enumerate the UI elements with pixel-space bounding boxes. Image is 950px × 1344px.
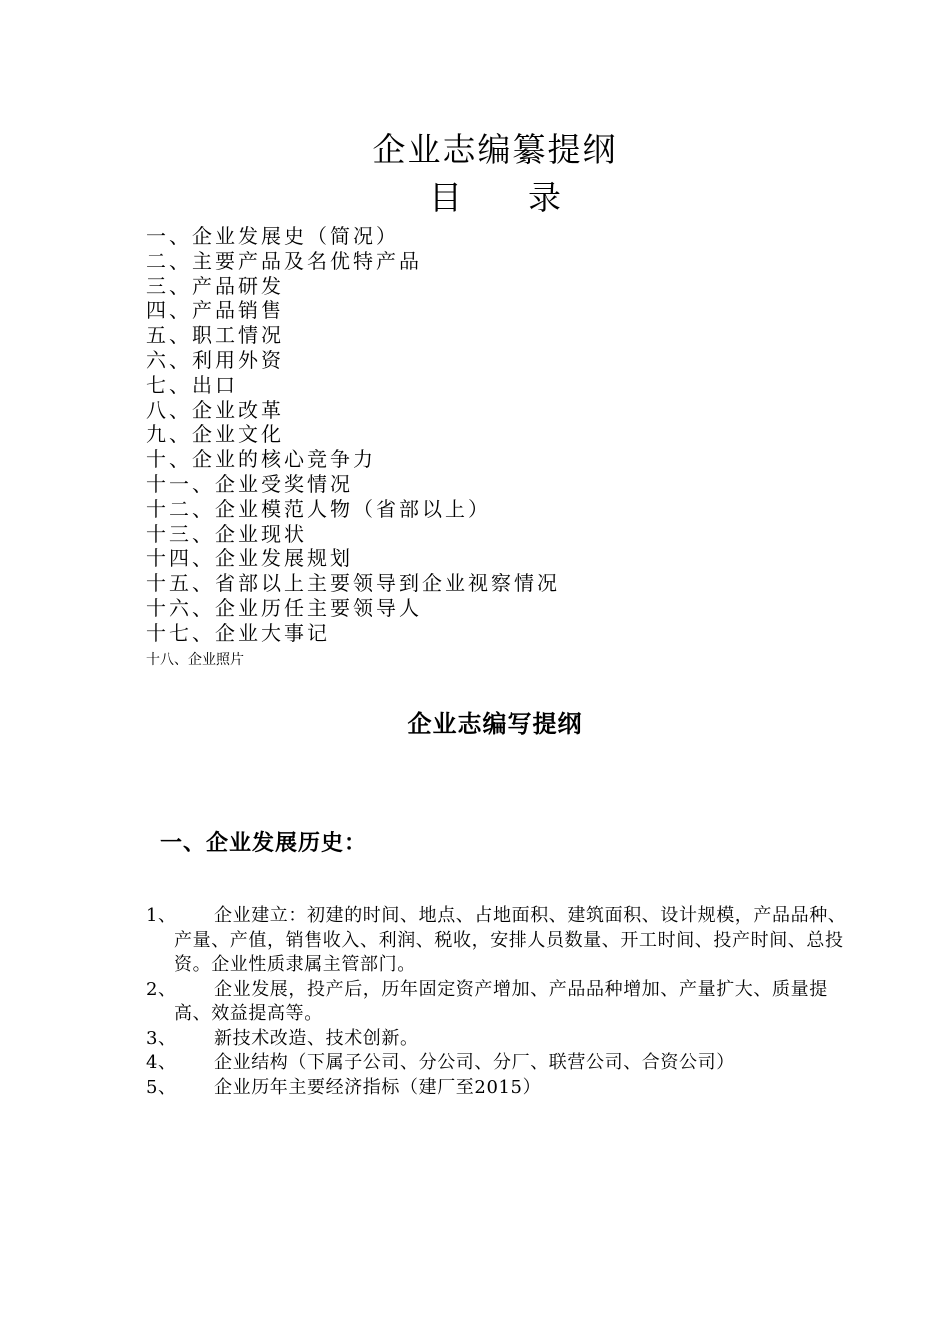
outline-item [146, 1027, 856, 1052]
item-text: 企业发展，投产后，历年固定资产增加、产品品种增加、产量扩大、质量提高、效益提高等。 [174, 978, 828, 1024]
outline-item [146, 978, 856, 1027]
section-heading: 一、企业发展历史： [160, 830, 368, 856]
toc-item: 八、企业改革 [146, 397, 284, 422]
item-number: 2、 [146, 978, 177, 1000]
item-number: 3、 [146, 1027, 177, 1049]
toc-title [0, 176, 950, 220]
toc-item: 一、企业发展史（简况） [146, 224, 399, 248]
toc-item: 四、产品销售 [146, 298, 284, 323]
toc-item: 十、企业的核心竞争力 [146, 447, 376, 472]
toc-item: 六、利用外资 [146, 347, 284, 372]
item-number: 1、 [146, 905, 177, 926]
toc-item-last: 十八、企业照片 [146, 652, 244, 668]
item-number: 5、 [146, 1076, 177, 1098]
toc-item: 三、产品研发 [146, 273, 284, 298]
toc-list [146, 224, 560, 646]
toc-item: 十六、企业历任主要领导人 [146, 595, 422, 620]
toc-item: 十七、企业大事记 [146, 620, 330, 645]
toc-item: 二、主要产品及名优特产品 [146, 248, 422, 273]
toc-item: 十五、省部以上主要领导到企业视察情况 [146, 571, 560, 596]
toc-item: 十二、企业模范人物（省部以上） [146, 496, 491, 521]
outline-item [146, 904, 856, 978]
item-number: 4、 [146, 1052, 177, 1073]
item-text: 企业历年主要经济指标（建厂至2015） [214, 1076, 542, 1098]
toc-item: 七、出口 [146, 372, 238, 397]
item-text: 企业结构（下属子公司、分公司、分厂、联营公司、合资公司） [214, 1052, 735, 1073]
toc-item: 十四、企业发展规划 [146, 546, 353, 571]
outline-item [146, 1051, 856, 1076]
toc-title-left: 目 [429, 178, 462, 217]
item-text: 企业建立：初建的时间、地点、占地面积、建筑面积、设计规模，产品品种、产量、产值，销售收入、利润、税收，安排人员数量、开工时间、投产时间、总投资。企业性质隶属主管部门。 [174, 905, 847, 975]
toc-item: 十一、企业受奖情况 [146, 471, 353, 496]
toc-item: 九、企业文化 [146, 422, 284, 447]
outline-items [146, 904, 856, 1100]
outline-title: 企业志编写提纲 [407, 709, 583, 738]
outline-item [146, 1076, 856, 1101]
toc-item: 五、职工情况 [146, 323, 284, 348]
toc-item: 十三、企业现状 [146, 521, 307, 546]
item-text: 新技术改造、技术创新。 [214, 1027, 419, 1049]
toc-title-right: 录 [528, 178, 561, 217]
main-title: 企业志编纂提纲 [372, 130, 618, 169]
